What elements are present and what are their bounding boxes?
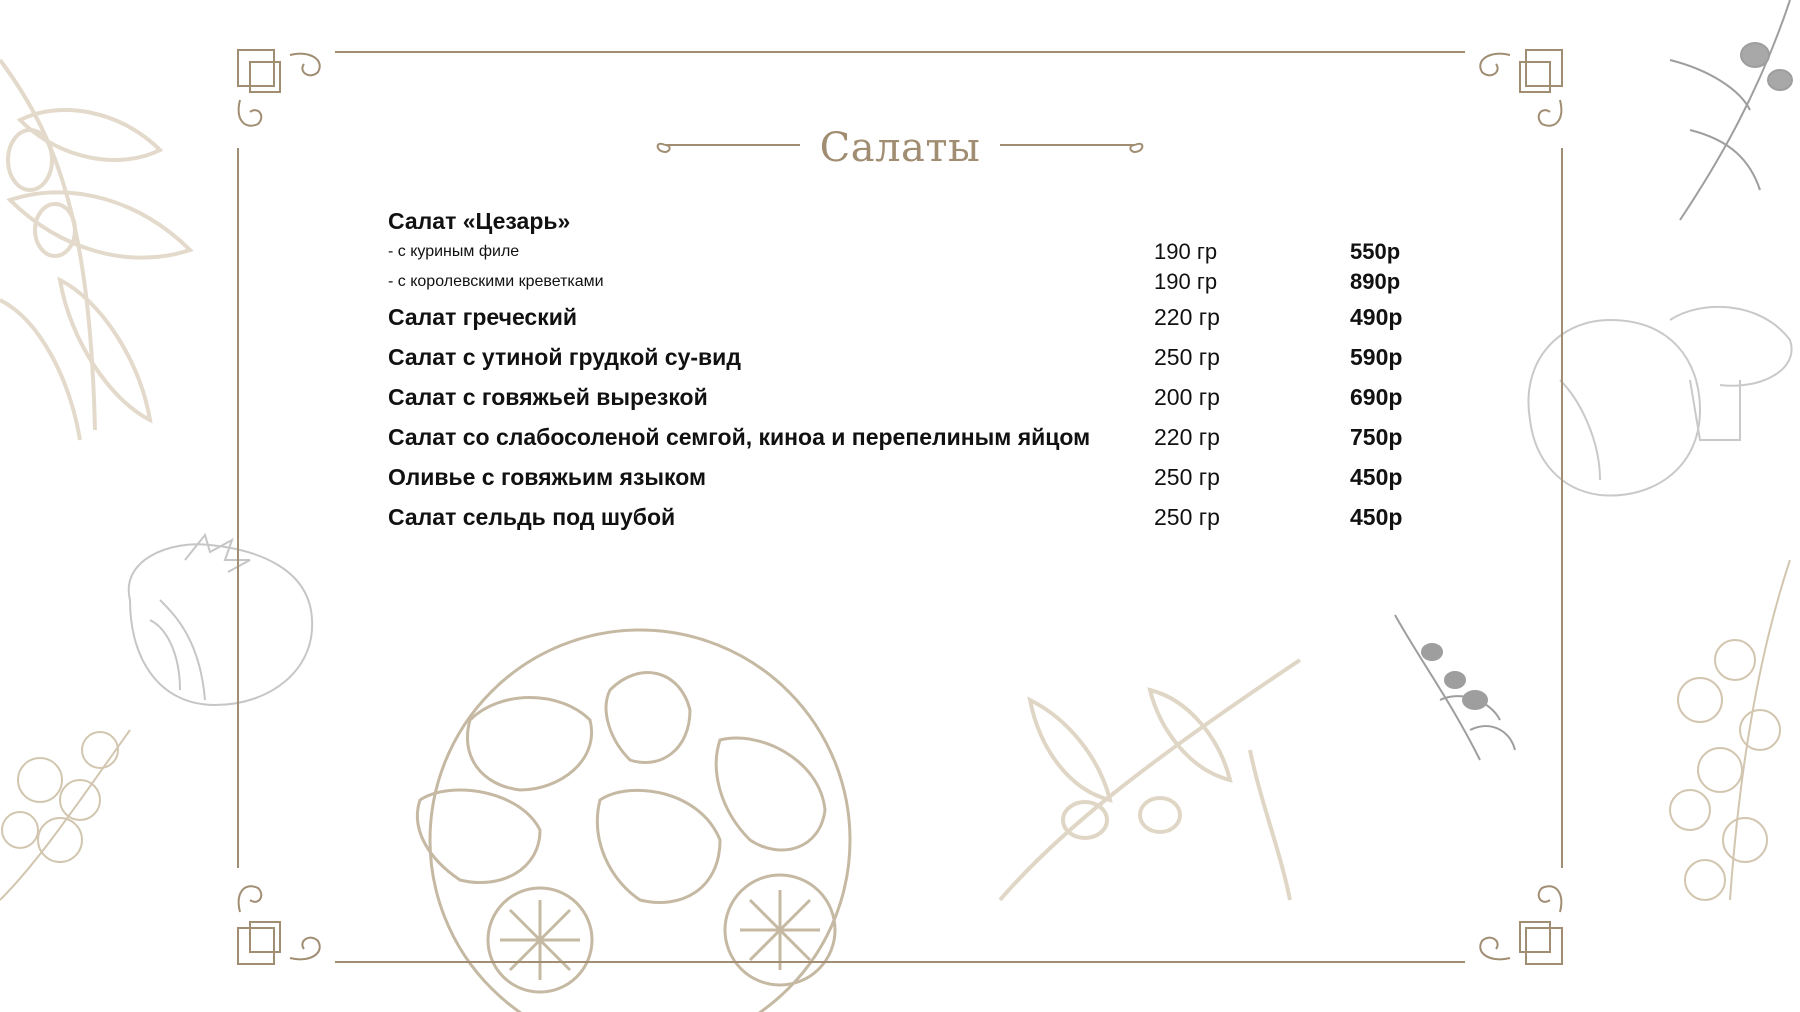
menu-item-duck: [388, 337, 1438, 377]
corner-ornament-top-right: [1480, 50, 1562, 126]
menu-item-name: Салат греческий: [388, 304, 578, 330]
menu-item-weight: 250 гр: [1154, 344, 1220, 370]
olive-sprig-grey-illustration: [1395, 615, 1515, 760]
menu-item-olivier: [388, 457, 1438, 497]
menu-item-name: Салат сельдь под шубой: [388, 504, 676, 530]
mushrooms-illustration: [1528, 307, 1791, 496]
corner-ornament-top-left: [238, 50, 320, 126]
menu-item-name: Салат с утиной грудкой су-вид: [388, 344, 741, 370]
tomato-left-illustration: [129, 535, 312, 705]
menu-item-weight: 220 гр: [1154, 304, 1220, 330]
menu-item-name: Салат «Цезарь»: [388, 208, 571, 234]
menu-item-name: Салат с говяжьей вырезкой: [388, 384, 708, 410]
menu-list: [388, 205, 1438, 537]
corner-ornament-bottom-right: [1480, 886, 1562, 964]
menu-item-name: - с куриным филе: [388, 243, 520, 260]
menu-item-caesar-chicken: [388, 237, 1438, 267]
tomato-vine-right-illustration: [1670, 560, 1790, 900]
olive-branch-right-illustration: [1670, 0, 1792, 220]
menu-item-price: 450р: [1350, 464, 1403, 490]
section-header: [650, 118, 1150, 178]
menu-item-name: - с королевскими креветками: [388, 273, 604, 290]
menu-item-name: Оливье с говяжьим языком: [388, 464, 707, 490]
corner-ornament-bottom-left: [238, 886, 320, 964]
menu-item-weight: 250 гр: [1154, 504, 1220, 530]
olive-branch-center-illustration: [1000, 660, 1300, 900]
menu-item-weight: 190 гр: [1154, 239, 1218, 264]
menu-item-greek: [388, 297, 1438, 337]
menu-item-price: 690р: [1350, 384, 1403, 410]
olive-branch-left-illustration: [0, 60, 190, 440]
menu-item-weight: 200 гр: [1154, 384, 1220, 410]
menu-item-caesar-shrimp: [388, 267, 1438, 297]
menu-item-caesar: [388, 205, 1438, 237]
menu-item-beef: [388, 377, 1438, 417]
menu-item-herring: [388, 497, 1438, 537]
menu-item-price: 590р: [1350, 344, 1403, 370]
menu-item-weight: 250 гр: [1154, 464, 1220, 490]
tomato-vine-left-illustration: [0, 730, 130, 900]
menu-item-salmon: [388, 417, 1438, 457]
menu-item-price: 550р: [1350, 239, 1401, 264]
menu-item-price: 490р: [1350, 304, 1403, 330]
section-title: Салаты: [819, 125, 981, 171]
menu-item-price: 890р: [1350, 269, 1401, 294]
menu-item-price: 450р: [1350, 504, 1403, 530]
menu-item-price: 750р: [1350, 424, 1403, 450]
menu-item-name: Салат со слабосоленой семгой, киноа и перепелиным яйцом: [388, 424, 1091, 450]
menu-item-weight: 220 гр: [1154, 424, 1220, 450]
oyster-plate-illustration: [417, 630, 850, 1012]
menu-item-weight: 190 гр: [1154, 269, 1218, 294]
